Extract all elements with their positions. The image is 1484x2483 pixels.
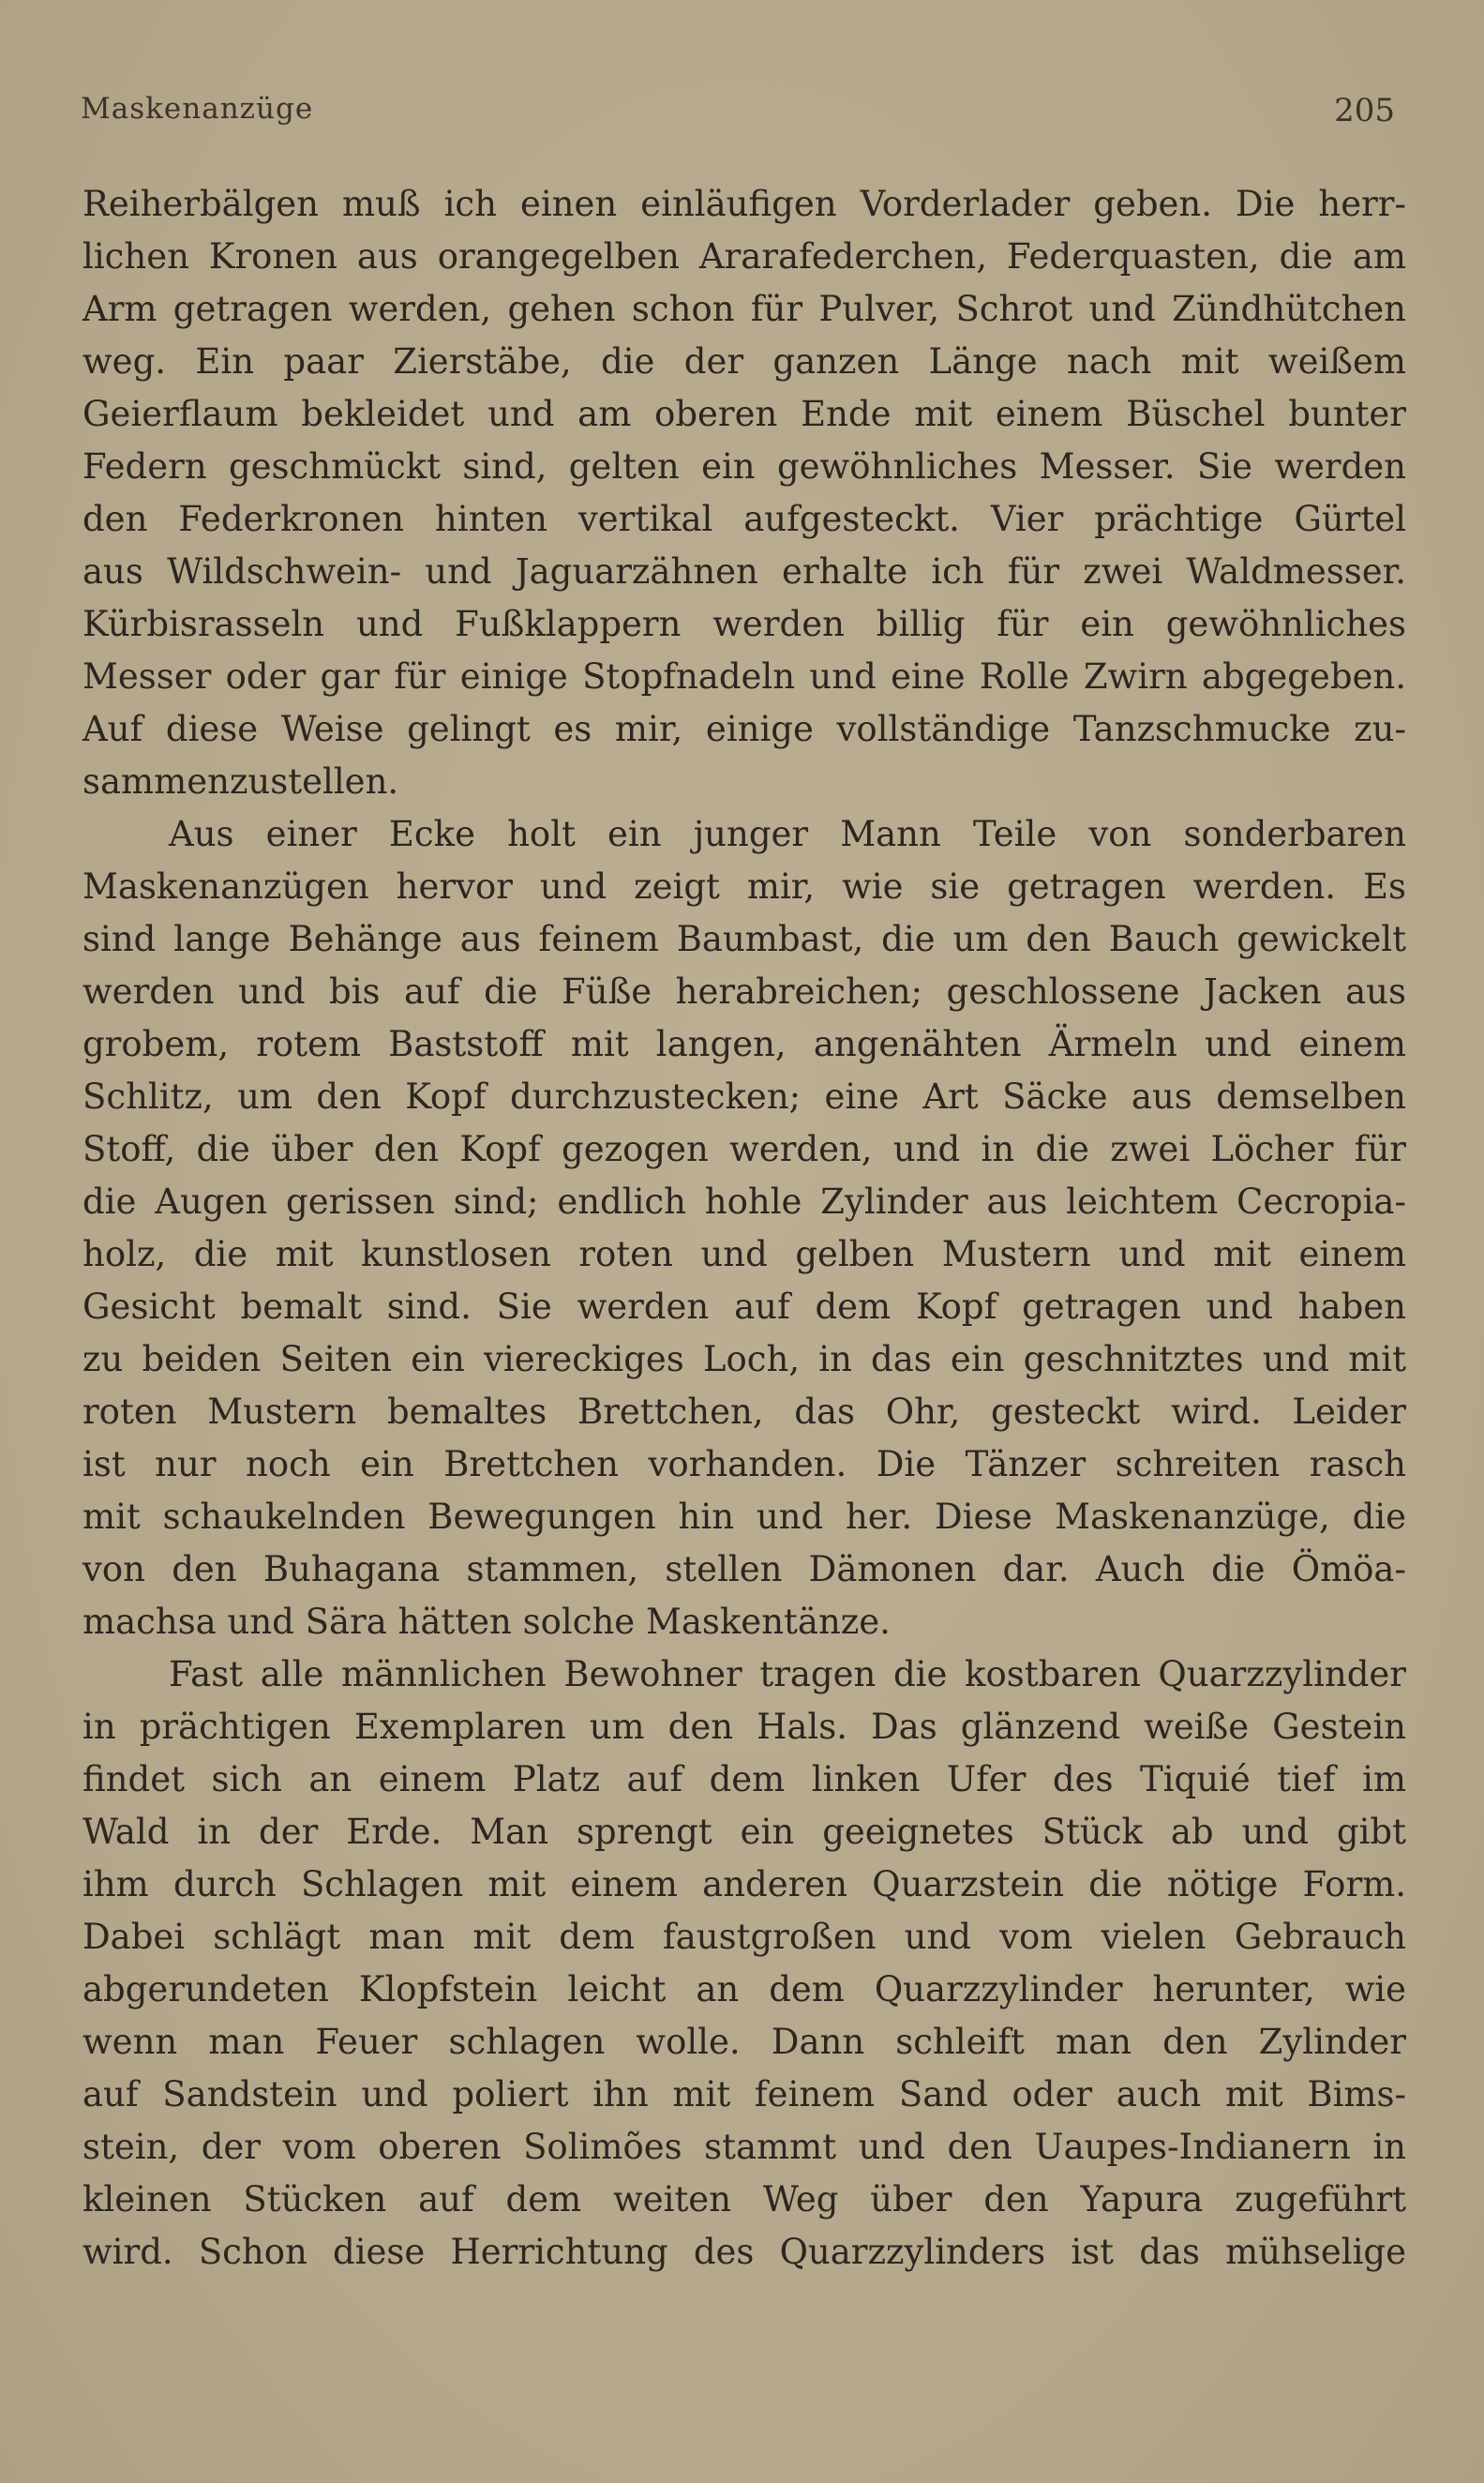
text-line: findet sich an einem Platz auf dem linken Ufer des Tiquié tief im	[82, 1759, 1406, 1799]
text-line: roten Mustern bemaltes Brettchen, das Ohr, gesteckt wird. Leider	[82, 1392, 1406, 1432]
text-line: abgerundeten Klopfstein leicht an dem Quarzzylinder herunter, wie	[82, 1969, 1406, 2009]
text-line: werden und bis auf die Füße herabreichen; geschlossene Jacken aus	[82, 971, 1406, 1012]
text-line: Federn geschmückt sind, gelten ein gewöhnliches Messer. Sie werden	[82, 446, 1406, 487]
text-line: Messer oder gar für einige Stopfnadeln und eine Rolle Zwirn abgegeben.	[82, 656, 1406, 697]
text-line: Schlitz, um den Kopf durchzustecken; eine Art Säcke aus demselben	[82, 1076, 1406, 1117]
text-line: sammenzustellen.	[82, 761, 399, 802]
paragraph-3	[82, 1648, 1406, 2279]
text-line: Gesicht bemalt sind. Sie werden auf dem Kopf getragen und haben	[82, 1287, 1406, 1327]
text-line: machsa und Sära hätten solche Maskentänze.	[82, 1602, 891, 1642]
text-line: holz, die mit kunstlosen roten und gelben Mustern und mit einem	[82, 1234, 1406, 1274]
text-line: Maskenanzügen hervor und zeigt mir, wie sie getragen werden. Es	[82, 866, 1406, 907]
text-line: Aus einer Ecke holt ein junger Mann Teile von sonderbaren	[169, 814, 1406, 854]
text-line: sind lange Behänge aus feinem Baumbast, die um den Bauch gewickelt	[82, 919, 1406, 959]
text-line: wenn man Feuer schlagen wolle. Dann schleift man den Zylinder	[82, 2022, 1406, 2062]
text-line: Wald in der Erde. Man sprengt ein geeignetes Stück ab und gibt	[82, 1812, 1406, 1852]
body-text	[82, 178, 1406, 2279]
text-line: zu beiden Seiten ein viereckiges Loch, in das ein geschnitztes und mit	[82, 1339, 1406, 1379]
paragraph-1	[82, 178, 1406, 808]
text-line: ist nur noch ein Brettchen vorhanden. Die Tänzer schreiten rasch	[82, 1444, 1406, 1484]
text-line: von den Buhagana stammen, stellen Dämonen dar. Auch die Ömöa-	[82, 1549, 1406, 1589]
text-line: Arm getragen werden, gehen schon für Pulver, Schrot und Zündhütchen	[82, 289, 1406, 329]
text-line: Fast alle männlichen Bewohner tragen die kostbaren Quarzzylinder	[169, 1654, 1406, 1694]
running-head: Maskenanzüge	[81, 92, 314, 126]
text-line: lichen Kronen aus orangegelben Ararafederchen, Federquasten, die am	[82, 236, 1406, 277]
text-line: aus Wildschwein- und Jaguarzähnen erhalte ich für zwei Waldmesser.	[82, 551, 1406, 592]
text-line: Stoff, die über den Kopf gezogen werden, und in die zwei Löcher für	[82, 1129, 1406, 1169]
text-line: auf Sandstein und poliert ihn mit feinem Sand oder auch mit Bims-	[82, 2074, 1406, 2114]
text-line: wird. Schon diese Herrichtung des Quarzzylinders ist das mühselige	[82, 2232, 1406, 2272]
text-line: kleinen Stücken auf dem weiten Weg über den Yapura zugeführt	[82, 2179, 1406, 2220]
text-line: die Augen gerissen sind; endlich hohle Zylinder aus leichtem Cecropia-	[82, 1181, 1406, 1222]
text-line: Kürbisrasseln und Fußklappern werden billig für ein gewöhnliches	[82, 604, 1406, 644]
text-line: mit schaukelnden Bewegungen hin und her. Diese Maskenanzüge, die	[82, 1497, 1406, 1537]
text-line: den Federkronen hinten vertikal aufgesteckt. Vier prächtige Gürtel	[82, 499, 1406, 539]
text-line: Reiherbälgen muß ich einen einläufigen Vorderlader geben. Die herr-	[82, 184, 1406, 224]
paragraph-2	[82, 808, 1406, 1648]
text-line: stein, der vom oberen Solimões stammt und den Uaupes-Indianern in	[82, 2127, 1406, 2167]
text-line: Auf diese Weise gelingt es mir, einige vollständige Tanzschmucke zu-	[82, 709, 1406, 749]
page-number: 205	[1334, 92, 1395, 129]
text-line: in prächtigen Exemplaren um den Hals. Das glänzend weiße Gestein	[82, 1707, 1406, 1747]
text-line: grobem, rotem Baststoff mit langen, angenähten Ärmeln und einem	[82, 1024, 1406, 1064]
text-line: Dabei schlägt man mit dem faustgroßen und vom vielen Gebrauch	[82, 1917, 1406, 1957]
text-line: Geierflaum bekleidet und am oberen Ende mit einem Büschel bunter	[82, 394, 1406, 434]
text-line: ihm durch Schlagen mit einem anderen Quarzstein die nötige Form.	[82, 1864, 1406, 1904]
text-line: weg. Ein paar Zierstäbe, die der ganzen Länge nach mit weißem	[82, 341, 1406, 382]
